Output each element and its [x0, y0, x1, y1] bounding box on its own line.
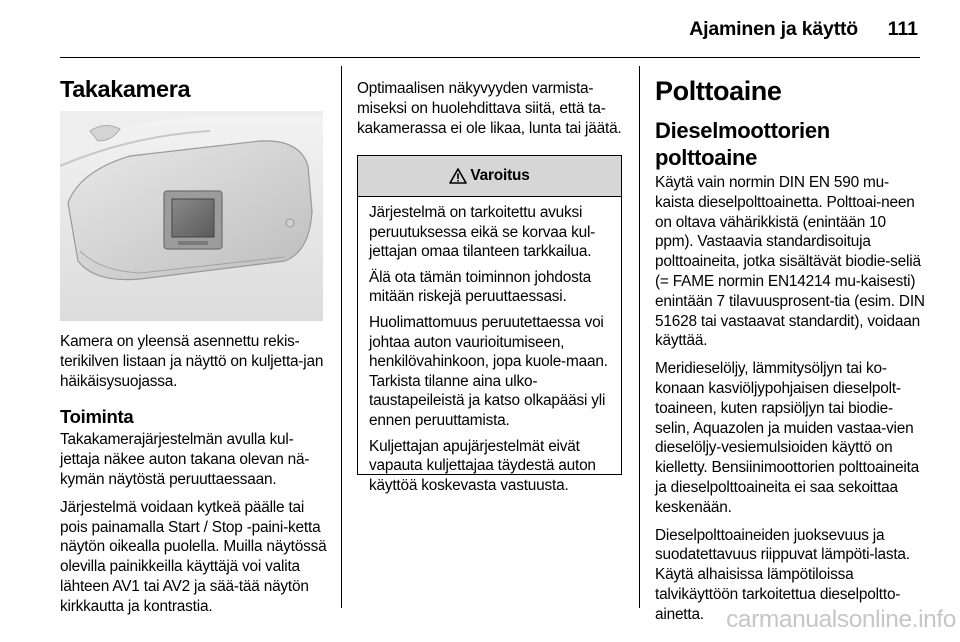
warning-header [358, 156, 621, 197]
warning-paragraph-1: Järjestelmä on tarkoitettu avuksi peruutuksessa eikä se korvaa kul-jettajan omaa tilanteen tarkkailua. [369, 204, 596, 261]
middle-column [357, 79, 627, 146]
sun-visor-camera-display-photo [60, 111, 323, 321]
fuel-paragraph-2: Meridieselöljy, lämmitysöljyn tai ko-konaan kasviöljypohjaisen dieselpolt-toaineen, kuten rapsiöljyn tai biodie-selin, Aquazolen ja muiden vastaa-vien dieselöljy-vesiemulsioiden käyttö on kielletty. Bensiinimoottorien polttoaineita ja dieselpolttoaineita ei saa sekoittaa keskenään. [655, 360, 920, 516]
function-paragraph-1: Takakamerajärjestelmän avulla kul-jettaja näkee auton takana olevan nä-kymän näytöstä peruuttaessaan. [60, 431, 310, 488]
left-column [60, 76, 330, 103]
camera-intro-paragraph: Kamera on yleensä asennettu rekis-terikilven listaan ja näyttö on kuljetta-jan häikäisysuojassa. [60, 333, 324, 390]
right-column [655, 76, 925, 633]
header-rule [60, 57, 920, 58]
section-title-takakamera: Takakamera [60, 76, 191, 102]
warning-paragraph-3: Huolimattomuus peruutettaessa voi johtaa auton vaurioitumiseen, henkilövahinkoon, jopa kuole-maan. Tarkista tilanne aina ulko-taustapeileistä ja katso olkapääsi yli ennen peruuttamista. [369, 313, 608, 429]
left-column-text [60, 332, 330, 625]
warning-title: Varoitus [470, 167, 530, 184]
function-paragraph-2: Järjestelmä voidaan kytkeä päälle tai pois painamalla Start / Stop -paini-ketta näytön oikealla puolella. Muilla näytössä olevilla painikkeilla käyttäjä voi valita lähteen AV1 tai AV2 ja sää-tää näytön kirkkautta ja kontrastia. [60, 498, 327, 615]
fuel-paragraph-1: Käytä vain normin DIN EN 590 mu-kaista dieselpolttoainetta. Polttoai-neen on oltava vähärikkistä (enintään 10 ppm). Vastaavia standardisoituja polttoaineita, jotka sisältävät biodie-seliä (= FAME normin EN14214 mu-kaisesti) enintään 7 tilavuusprosent-tia (esim. DIN 51628 tai vastaavat standardit), voidaan käyttää. [655, 174, 925, 350]
page-header-title: Ajaminen ja käyttö [689, 18, 858, 40]
warning-body [358, 197, 621, 495]
warning-box [357, 155, 622, 494]
column-divider-left [341, 66, 342, 608]
page-number: 111 [887, 18, 918, 40]
subsection-title-dieselmoottorien-polttoaine: Dieselmoottorien polttoaine [655, 118, 830, 170]
fuel-paragraph-3: Dieselpolttoaineiden juoksevuus ja suodatettavuus riippuvat lämpöti-lasta. Käytä alhaisissa lämpötiloissa talvikäyttöön tarkoitettua dieselpoltto-ainetta. [655, 526, 910, 623]
warning-triangle-icon [449, 168, 467, 184]
subsection-title-toiminta: Toiminta [60, 406, 134, 428]
visibility-paragraph: Optimaalisen näkyvyyden varmista-miseksi on huolehdittava siitä, että ta-kakamerassa ei ole likaa, lunta tai jäätä. [357, 80, 622, 137]
watermark: carmanualsonline.info [726, 606, 956, 633]
warning-paragraph-4: Kuljettajan apujärjestelmät eivät vapauta kuljettajaa täydestä auton käyttöä koskevasta vastuusta. [369, 437, 596, 494]
column-divider-right [639, 66, 640, 608]
section-title-polttoaine: Polttoaine [655, 76, 782, 106]
warning-paragraph-2: Älä ota tämän toiminnon johdosta mitään riskejä peruuttaessasi. [369, 268, 592, 306]
